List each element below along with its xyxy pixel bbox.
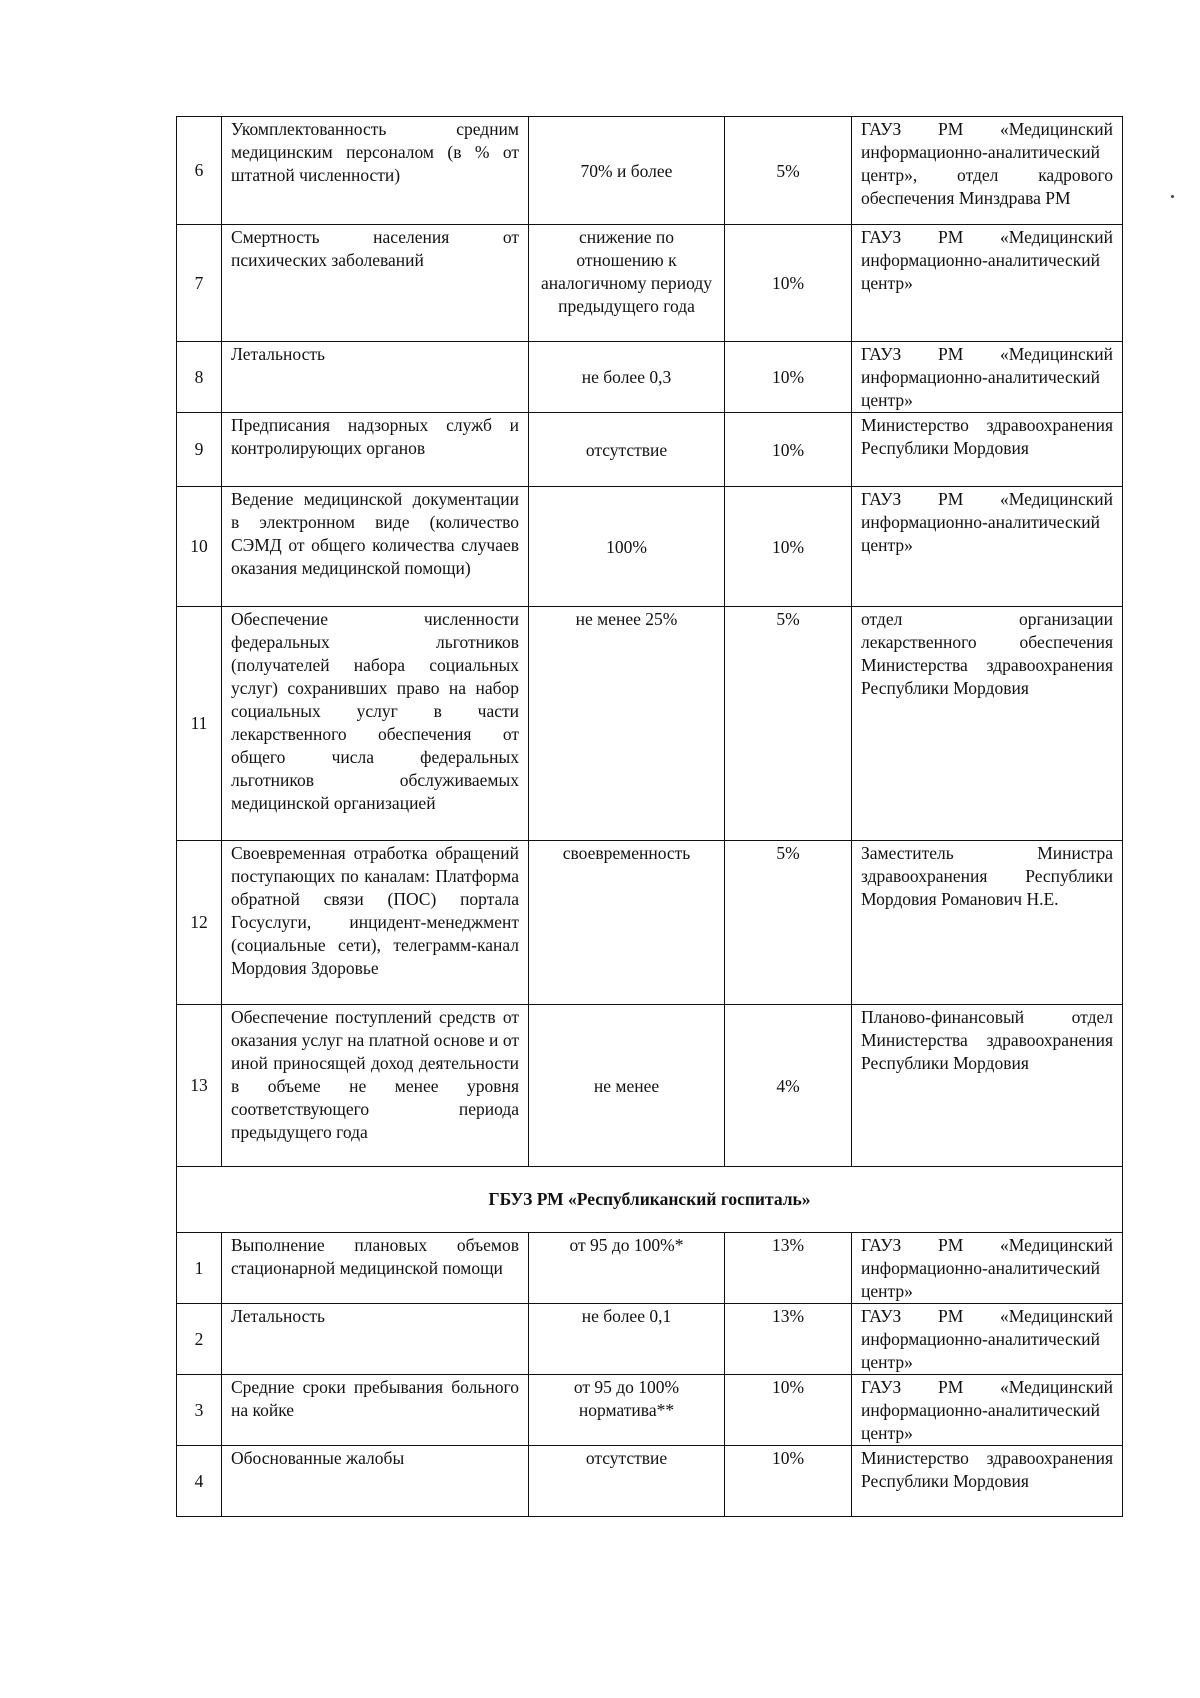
weight-percent: 10% — [725, 1446, 852, 1517]
table-row — [177, 1446, 1123, 1517]
row-number: 12 — [177, 841, 222, 1005]
indicator-name: Выполнение плановых объемов стационарной медицинской помощи — [222, 1233, 529, 1304]
table-row — [177, 1304, 1123, 1375]
indicator-name: Летальность — [222, 342, 529, 413]
row-number: 1 — [177, 1233, 222, 1304]
section-title: ГБУЗ РМ «Республиканский госпиталь» — [177, 1167, 1123, 1233]
responsible-party: ГАУЗ РМ «Медицинский информационно-аналитический центр» — [852, 1233, 1123, 1304]
weight-percent: 5% — [725, 117, 852, 225]
weight-percent: 10% — [725, 413, 852, 487]
indicator-name: Укомплектованность средним медицинским персоналом (в % от штатной численности) — [222, 117, 529, 225]
row-number: 13 — [177, 1005, 222, 1167]
weight-percent: 10% — [725, 225, 852, 342]
row-number: 6 — [177, 117, 222, 225]
responsible-party: Министерство здравоохранения Республики Мордовия — [852, 413, 1123, 487]
table-row — [177, 225, 1123, 342]
indicator-name: Обоснованные жалобы — [222, 1446, 529, 1517]
target-value: не более 0,3 — [529, 342, 725, 413]
table-row — [177, 117, 1123, 225]
table-row — [177, 1005, 1123, 1167]
row-number: 3 — [177, 1375, 222, 1446]
responsible-party: ГАУЗ РМ «Медицинский информационно-аналитический центр» — [852, 487, 1123, 607]
weight-percent: 10% — [725, 487, 852, 607]
table-row — [177, 607, 1123, 841]
responsible-party: Министерство здравоохранения Республики Мордовия — [852, 1446, 1123, 1517]
weight-percent: 13% — [725, 1233, 852, 1304]
target-value: не менее — [529, 1005, 725, 1167]
target-value: своевременность — [529, 841, 725, 1005]
row-number: 7 — [177, 225, 222, 342]
indicator-name: Смертность населения от психических заболеваний — [222, 225, 529, 342]
weight-percent: 10% — [725, 1375, 852, 1446]
section-header-row — [177, 1167, 1123, 1233]
row-number: 9 — [177, 413, 222, 487]
table-row — [177, 413, 1123, 487]
responsible-party: Планово-финансовый отдел Министерства здравоохранения Республики Мордовия — [852, 1005, 1123, 1167]
target-value: 70% и более — [529, 117, 725, 225]
weight-percent: 4% — [725, 1005, 852, 1167]
weight-percent: 10% — [725, 342, 852, 413]
weight-percent: 5% — [725, 841, 852, 1005]
table-row — [177, 1375, 1123, 1446]
table-row — [177, 342, 1123, 413]
target-value: 100% — [529, 487, 725, 607]
responsible-party: ГАУЗ РМ «Медицинский информационно-аналитический центр» — [852, 1304, 1123, 1375]
indicator-name: Ведение медицинской документации в электронном виде (количество СЭМД от общего количества случаев оказания медицинской помощи) — [222, 487, 529, 607]
responsible-party: ГАУЗ РМ «Медицинский информационно-аналитический центр», отдел кадрового обеспечения Минздрава РМ — [852, 117, 1123, 225]
responsible-party: ГАУЗ РМ «Медицинский информационно-аналитический центр» — [852, 1375, 1123, 1446]
responsible-party: Заместитель Министра здравоохранения Республики Мордовия Романович Н.Е. — [852, 841, 1123, 1005]
target-value: не менее 25% — [529, 607, 725, 841]
weight-percent: 5% — [725, 607, 852, 841]
target-value: от 95 до 100% норматива** — [529, 1375, 725, 1446]
target-value: от 95 до 100%* — [529, 1233, 725, 1304]
target-value: отсутствие — [529, 413, 725, 487]
row-number: 8 — [177, 342, 222, 413]
indicator-name: Обеспечение численности федеральных льготников (получателей набора социальных услуг) сохранивших право на набор социальных услуг в части лекарственного обеспечения от общего числа федеральных льготников обслуживаемых медицинской организацией — [222, 607, 529, 841]
row-number: 11 — [177, 607, 222, 841]
table-row — [177, 841, 1123, 1005]
table-row — [177, 487, 1123, 607]
criteria-table — [176, 116, 1123, 1517]
responsible-party: отдел организации лекарственного обеспечения Министерства здравоохранения Республики Мордовия — [852, 607, 1123, 841]
weight-percent: 13% — [725, 1304, 852, 1375]
target-value: не более 0,1 — [529, 1304, 725, 1375]
table-row — [177, 1233, 1123, 1304]
indicator-name: Обеспечение поступлений средств от оказания услуг на платной основе и от иной приносящей доход деятельности в объеме не менее уровня соответствующего периода предыдущего года — [222, 1005, 529, 1167]
indicator-name: Предписания надзорных служб и контролирующих органов — [222, 413, 529, 487]
row-number: 4 — [177, 1446, 222, 1517]
indicator-name: Средние сроки пребывания больного на койке — [222, 1375, 529, 1446]
row-number: 2 — [177, 1304, 222, 1375]
target-value: снижение по отношению к аналогичному периоду предыдущего года — [529, 225, 725, 342]
indicator-name: Своевременная отработка обращений поступающих по каналам: Платформа обратной связи (ПОС) портала Госуслуги, инцидент-менеджмент (социальные сети), телеграмм-канал Мордовия Здоровье — [222, 841, 529, 1005]
responsible-party: ГАУЗ РМ «Медицинский информационно-аналитический центр» — [852, 342, 1123, 413]
target-value: отсутствие — [529, 1446, 725, 1517]
responsible-party: ГАУЗ РМ «Медицинский информационно-аналитический центр» — [852, 225, 1123, 342]
indicator-name: Летальность — [222, 1304, 529, 1375]
row-number: 10 — [177, 487, 222, 607]
scan-speck — [1171, 195, 1174, 198]
